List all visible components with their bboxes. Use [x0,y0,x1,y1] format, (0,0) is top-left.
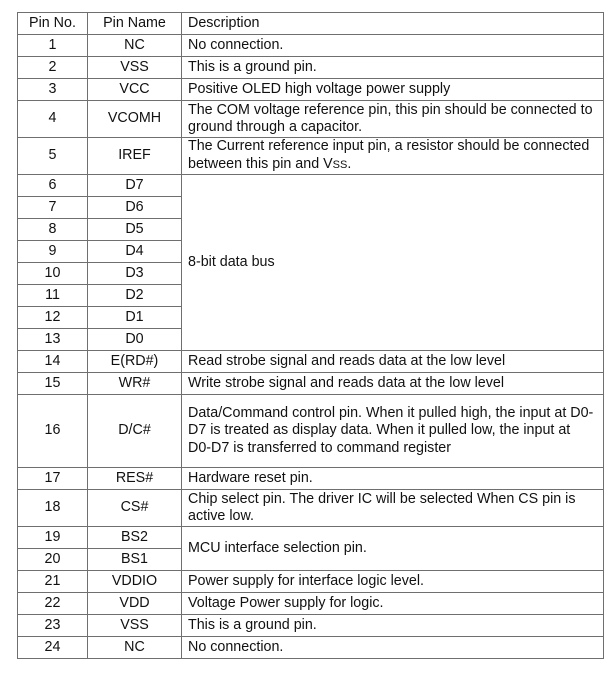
pin-description: No connection. [182,35,604,57]
pin-name: BS1 [88,549,182,571]
pin-name: D6 [88,197,182,219]
pin-name: D7 [88,175,182,197]
pin-name: CS# [88,490,182,527]
pin-name: D0 [88,329,182,351]
pin-description: Write strobe signal and reads data at the low level [182,373,604,395]
header-pin-no: Pin No. [18,13,88,35]
table-row [18,593,604,615]
pin-number: 9 [18,241,88,263]
pin-name: VDDIO [88,571,182,593]
table-row [18,468,604,490]
pin-name: RES# [88,468,182,490]
pin-name: D4 [88,241,182,263]
pin-name: D1 [88,307,182,329]
table-row [18,490,604,527]
pin-number: 13 [18,329,88,351]
table-row [18,79,604,101]
pin-name: NC [88,637,182,659]
pin-number: 1 [18,35,88,57]
pin-number: 22 [18,593,88,615]
pin-number: 11 [18,285,88,307]
pin-description: Chip select pin. The driver IC will be selected When CS pin is active low. [182,490,604,527]
header-description: Description [182,13,604,35]
pin-number: 7 [18,197,88,219]
pin-description: This is a ground pin. [182,57,604,79]
pin-name: VSS [88,57,182,79]
pin-number: 8 [18,219,88,241]
pin-number: 14 [18,351,88,373]
pin-number: 12 [18,307,88,329]
header-pin-name: Pin Name [88,13,182,35]
pin-name: VDD [88,593,182,615]
pin-description: No connection. [182,637,604,659]
table-row [18,101,604,138]
table-header-row [18,13,604,35]
pin-name: E(RD#) [88,351,182,373]
table-row [18,637,604,659]
pin-number: 17 [18,468,88,490]
pin-number: 21 [18,571,88,593]
pin-description: Hardware reset pin. [182,468,604,490]
pin-number: 16 [18,395,88,468]
table-row [18,175,604,197]
pin-number: 23 [18,615,88,637]
pin-description: Data/Command control pin. When it pulled high, the input at D0-D7 is treated as display data. When it pulled low, the input at D0-D7 is transferred to command register [182,395,604,468]
pin-name: WR# [88,373,182,395]
table-row [18,395,604,468]
pin-description: The COM voltage reference pin, this pin should be connected to ground through a capacitor. [182,101,604,138]
pin-number: 18 [18,490,88,527]
pin-description: This is a ground pin. [182,615,604,637]
pin-description: Positive OLED high voltage power supply [182,79,604,101]
pin-name: VSS [88,615,182,637]
pin-number: 3 [18,79,88,101]
description-end: . [347,155,352,172]
table-row [18,57,604,79]
pin-name: IREF [88,138,182,175]
table-row [18,35,604,57]
pin-name: D5 [88,219,182,241]
pin-name: NC [88,35,182,57]
pin-name: D/C# [88,395,182,468]
pin-description: Read strobe signal and reads data at the low level [182,351,604,373]
pin-name: BS2 [88,527,182,549]
pin-name: D2 [88,285,182,307]
pin-name: VCOMH [88,101,182,138]
table-row [18,527,604,549]
table-row [18,373,604,395]
table-row [18,138,604,175]
pin-number: 24 [18,637,88,659]
pin-number: 10 [18,263,88,285]
pin-number: 4 [18,101,88,138]
pin-description-table [17,12,604,659]
pin-number: 2 [18,57,88,79]
table-row [18,615,604,637]
pin-description: Voltage Power supply for logic. [182,593,604,615]
pin-number: 20 [18,549,88,571]
pin-description: 8-bit data bus [182,175,604,351]
description-text: The Current reference input pin, a resistor should be connected between this pin and V [188,138,590,172]
pin-table-container [17,12,604,659]
pin-name: D3 [88,263,182,285]
pin-number: 6 [18,175,88,197]
table-row [18,351,604,373]
pin-number: 15 [18,373,88,395]
pin-number: 19 [18,527,88,549]
table-row [18,571,604,593]
subscript-text: SS [332,158,348,171]
pin-description: MCU interface selection pin. [182,527,604,571]
pin-name: VCC [88,79,182,101]
pin-description: Power supply for interface logic level. [182,571,604,593]
pin-number: 5 [18,138,88,175]
pin-description [182,138,604,175]
